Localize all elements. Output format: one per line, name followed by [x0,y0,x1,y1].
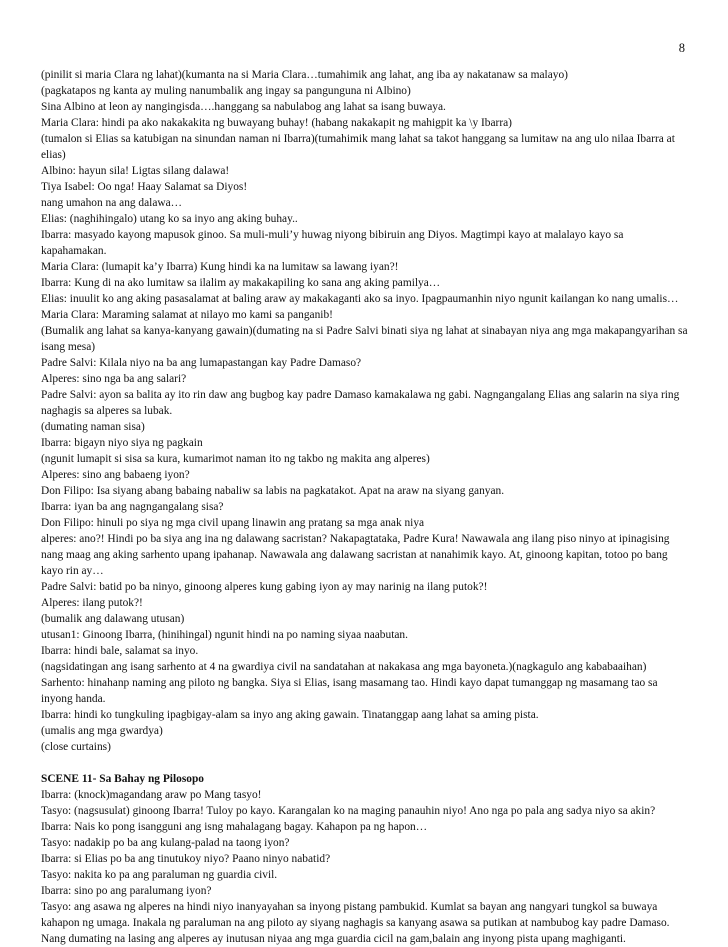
script-line: Alperes: sino nga ba ang salari? [41,373,187,385]
script-line: Ibarra: sino po ang paralumang iyon? [41,885,212,897]
script-line: (nagsidatingan ang isang sarhento at 4 na gwardiya civil na sandatahan at nakakasa ang mga bayoneta.)(nagkagulo ang kababaaihan) [41,661,647,673]
script-line: Tasyo: ang asawa ng alperes na hindi niyo inanyayahan sa inyong pistang pambukid. Kumlat sa bayan ang nangyari tungkol sa buwaya kahapon ng umaga. Inakala ng paraluman na ang piloto ay siyang naghagis sa kanyang asawa sa putikan at nambubog kay padre Damaso. Nang dumating na lasing ang alperes ay inutusan niyaa ang mga guardia cicil na gam,balain ang inyong pista upang maghiganti. [41,901,670,945]
script-line: Ibarra: (knock)magandang araw po Mang tasyo! [41,789,262,801]
script-line: Ibarra: masyado kayong mapusok ginoo. Sa muli-muli’y huwag niyong bibiruin ang Diyos. Magtimpi kayo at malalayo kayo sa kapahamakan. [41,229,624,257]
script-line: Ibarra: iyan ba ang nagngangalang sisa? [41,501,224,513]
script-line: Ibarra: Kung di na ako lumitaw sa ilalim ay makakapiling ko sana ang aking pamilya… [41,277,441,289]
script-line: (ngunit lumapit si sisa sa kura, kumarimot naman ito ng takbo ng makita ang alperes) [41,453,430,465]
script-line: (bumalik ang dalawang utusan) [41,613,185,625]
script-line: Padre Salvi: Kilala niyo na ba ang lumapastangan kay Padre Damaso? [41,357,362,369]
script-line: alperes: ano?! Hindi po ba siya ang ina ng dalawang sacristan? Nakapagtataka, Padre Kura! Nawawala ang ilang piso ninyo at ipinagising nang maag ang aking sarhento upang ipahanap. Nawawala ang dalawang sacristan at nanahimik kayo. At, ginoong kapitan, totoo po bang kayo rin ay… [41,533,670,577]
script-line: Ibarra: hindi ko tungkuling ipagbigay-alam sa inyo ang aking gawain. Tinatanggap aang lahat sa aming pista. [41,709,539,721]
script-line: Ibarra: hindi bale, salamat sa inyo. [41,645,199,657]
script-line: Tasyo: nadakip po ba ang kulang-palad na taong iyon? [41,837,290,849]
script-line: nang umahon na ang dalawa… [41,197,183,209]
script-line: (tumalon si Elias sa katubigan na sinundan naman ni Ibarra)(tumahimik mang lahat sa takot hanggang sa lumitaw na ang ulo nilaa Ibarra at elias) [41,133,675,161]
script-line: (pinilit si maria Clara ng lahat)(kumanta na si Maria Clara…tumahimik ang lahat, ang iba ay nakatanaw sa malayo) [41,69,568,81]
script-line: Padre Salvi: ayon sa balita ay ito rin daw ang bugbog kay padre Damaso kamakalawa ng gabi. Nagngangalang Elias ang salarin na siya ring naghagis sa alperes sa lubak. [41,389,680,417]
script-line: Ibarra: bigayn niyo siya ng pagkain [41,437,203,449]
script-line: Ibarra: si Elias po ba ang tinutukoy niyo? Paano ninyo nabatid? [41,853,331,865]
scene-10-dialogue [41,67,691,755]
script-line: Tasyo: (nagsusulat) ginoong Ibarra! Tuloy po kayo. Karangalan ko na maging panauhin niyo! Ano nga po pala ang sadya niyo sa akin? [41,805,656,817]
section-spacer [41,755,691,771]
script-line: Tiya Isabel: Oo nga! Haay Salamat sa Diyos! [41,181,248,193]
script-line: Tasyo: nakita ko pa ang paraluman ng guardia civil. [41,869,278,881]
script-line: Maria Clara: (lumapit ka’y Ibarra) Kung hindi ka na lumitaw sa lawang iyan?! [41,261,399,273]
script-line: Elias: (naghihingalo) utang ko sa inyo ang aking buhay.. [41,213,298,225]
script-line: Alperes: sino ang babaeng iyon? [41,469,190,481]
script-line: Padre Salvi: batid po ba ninyo, ginoong alperes kung gabing iyon ay may narinig na ilang putok?! [41,581,488,593]
script-line: (Bumalik ang lahat sa kanya-kanyang gawain)(dumating na si Padre Salvi binati siya ng lahat at sinabayan niya ang mga makapangyarihan sa isang mesa) [41,325,688,353]
script-line: Alperes: ilang putok?! [41,597,143,609]
script-line: Albino: hayun sila! Ligtas silang dalawa! [41,165,230,177]
script-line: (umalis ang mga gwardya) [41,725,163,737]
script-line: Sina Albino at leon ay nangingisda….hanggang sa nabulabog ang lahat sa isang buwaya. [41,101,446,113]
script-line: utusan1: Ginoong Ibarra, (hinihingal) ngunit hindi na po naming siyaa naabutan. [41,629,408,641]
scene-heading: SCENE 11- Sa Bahay ng Pilosopo [41,773,204,785]
script-line: Maria Clara: Maraming salamat at nilayo mo kami sa panganib! [41,309,333,321]
script-line: Elias: inuulit ko ang aking pasasalamat at baling araw ay makakaganti ako sa inyo. Ipagpaumanhin niyo ngunit kailangan ko nang umalis… [41,293,679,305]
script-line: (dumating naman sisa) [41,421,145,433]
script-line: Sarhento: hinahanp naming ang piloto ng bangka. Siya si Elias, isang masamang tao. Hindi kayo dapat tumanggap ng masamang tao sa inyong handa. [41,677,658,705]
scene-11-dialogue [41,787,691,947]
script-line: (close curtains) [41,741,111,753]
script-line: Maria Clara: hindi pa ako nakakakita ng buwayang buhay! (habang nakakapit ng mahigpit ka \y Ibarra) [41,117,512,129]
script-line: Don Filipo: Isa siyang abang babaing nabaliw sa labis na pagkatakot. Apat na araw na siyang ganyan. [41,485,505,497]
script-line: Don Filipo: hinuli po siya ng mga civil upang linawin ang pratang sa mga anak niya [41,517,425,529]
script-body [41,67,691,947]
script-line: (pagkatapos ng kanta ay muling nanumbalik ang ingay sa pangunguna ni Albino) [41,85,411,97]
script-line: Ibarra: Nais ko pong isangguni ang isng mahalagang bagay. Kahapon pa ng hapon… [41,821,428,833]
page-number: 8 [678,41,685,55]
